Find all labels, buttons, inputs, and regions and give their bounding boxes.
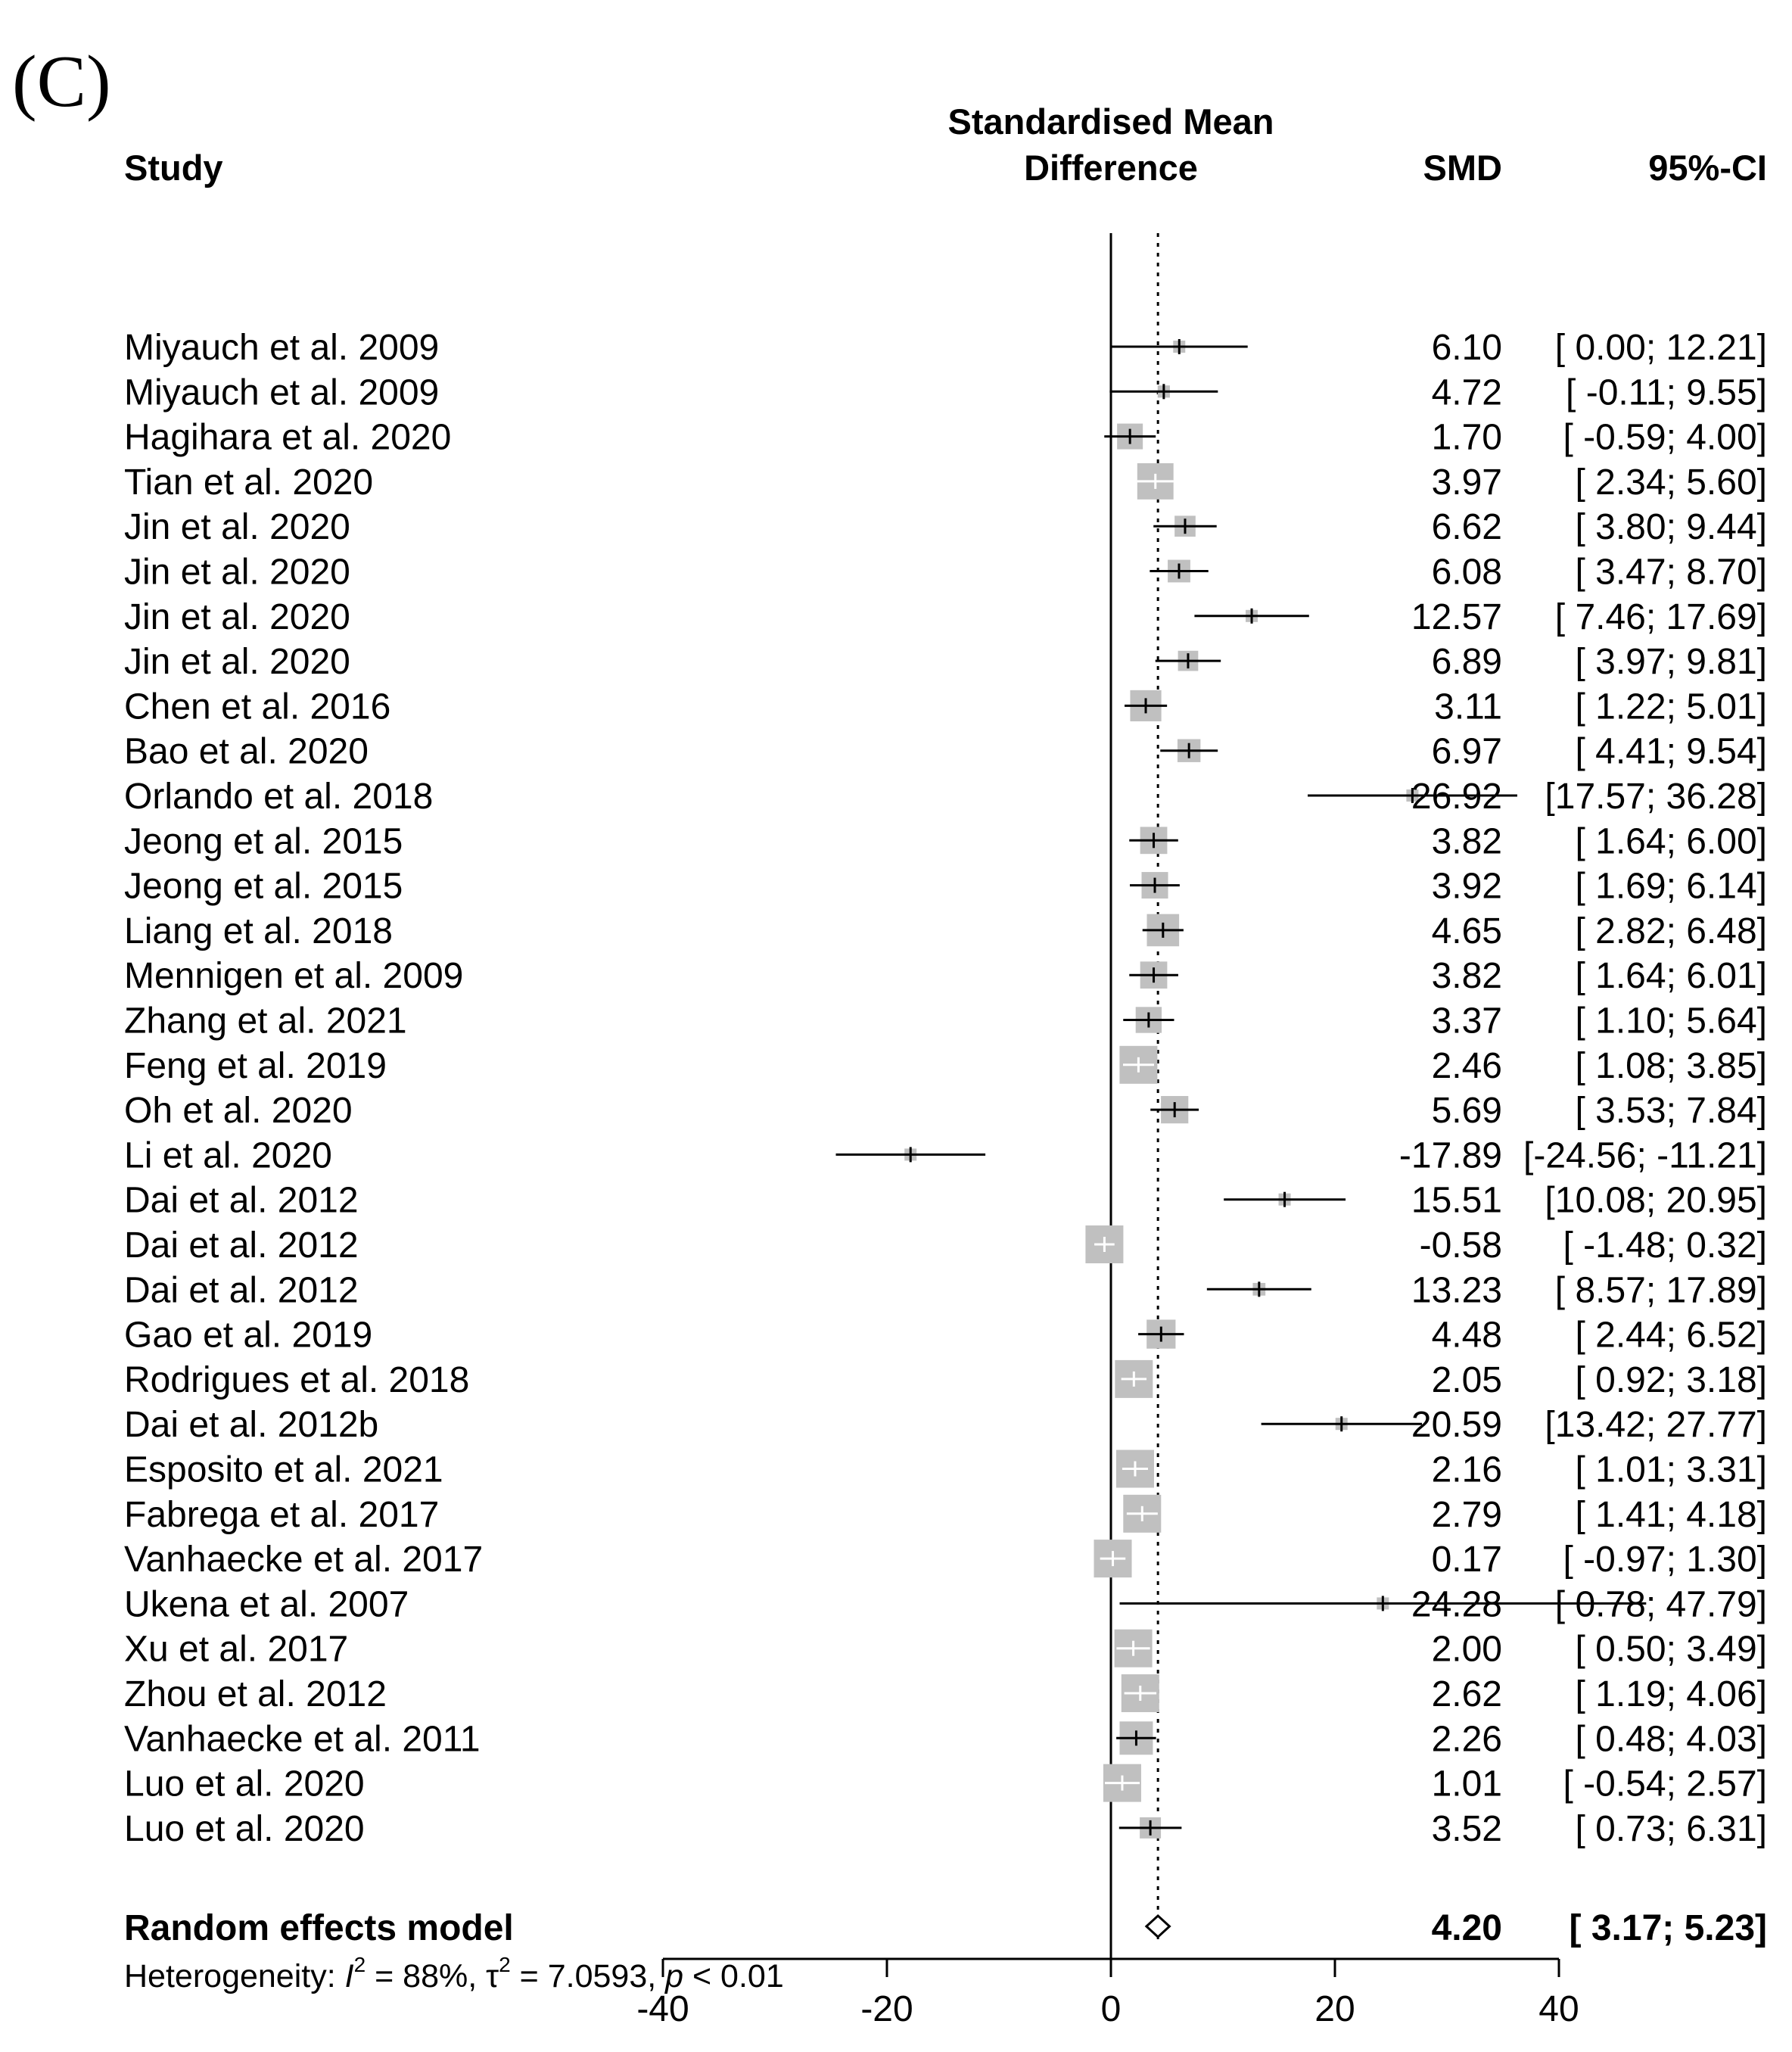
study-label: Feng et al. 2019 (124, 1045, 387, 1086)
study-label: Tian et al. 2020 (124, 462, 374, 503)
study-ci-value: [ 0.78; 47.79] (1554, 1584, 1767, 1625)
x-axis-tick-label: 40 (1538, 1989, 1579, 2029)
study-ci-value: [ -0.97; 1.30] (1563, 1540, 1767, 1580)
study-label: Miyauch et al. 2009 (124, 372, 440, 413)
study-smd-value: 13.23 (1411, 1270, 1502, 1311)
study-smd-value: 2.46 (1431, 1045, 1502, 1086)
study-ci-value: [ 4.41; 9.54] (1575, 731, 1767, 772)
study-ci-value: [ -0.59; 4.00] (1563, 417, 1767, 458)
study-ci-value: [ 3.80; 9.44] (1575, 507, 1767, 548)
summary-diamond (1146, 1916, 1169, 1937)
study-smd-value: 20.59 (1411, 1405, 1502, 1446)
study-label: Dai et al. 2012b (124, 1405, 379, 1446)
study-ci-value: [10.08; 20.95] (1545, 1180, 1767, 1221)
x-axis-tick-label: 0 (1100, 1989, 1122, 2029)
header-effect-line1: Standardised Mean (947, 101, 1274, 142)
x-axis-tick-label: -40 (636, 1989, 689, 2029)
study-smd-value: 6.97 (1431, 731, 1502, 772)
study-ci-value: [ 1.64; 6.00] (1575, 821, 1767, 862)
study-ci-value: [-24.56; -11.21] (1523, 1135, 1767, 1176)
study-label: Gao et al. 2019 (124, 1315, 373, 1356)
study-smd-value: 12.57 (1411, 596, 1502, 637)
study-label: Li et al. 2020 (124, 1135, 332, 1176)
study-smd-value: 2.26 (1431, 1719, 1502, 1760)
study-label: Zhou et al. 2012 (124, 1674, 387, 1714)
study-ci-value: [13.42; 27.77] (1545, 1405, 1767, 1446)
study-ci-value: [ 1.69; 6.14] (1575, 866, 1767, 907)
study-ci-value: [ 1.01; 3.31] (1575, 1449, 1767, 1490)
study-ci-value: [ 1.22; 5.01] (1575, 687, 1767, 727)
study-label: Fabrega et al. 2017 (124, 1494, 440, 1535)
study-label: Vanhaecke et al. 2011 (124, 1719, 481, 1760)
study-ci-value: [ 1.41; 4.18] (1575, 1494, 1767, 1535)
study-label: Bao et al. 2020 (124, 731, 369, 772)
summary-label: Random effects model (124, 1908, 514, 1948)
study-smd-value: 3.97 (1431, 462, 1502, 503)
header-ci: 95%-CI (1648, 148, 1767, 188)
study-ci-value: [ 0.92; 3.18] (1575, 1359, 1767, 1400)
study-smd-value: 3.37 (1431, 1001, 1502, 1042)
study-smd-value: 6.62 (1431, 507, 1502, 548)
study-smd-value: 3.11 (1434, 687, 1502, 727)
study-label: Oh et al. 2020 (124, 1091, 353, 1132)
study-smd-value: -0.58 (1419, 1225, 1502, 1266)
study-smd-value: 26.92 (1411, 777, 1502, 817)
heterogeneity-text: Heterogeneity: $I^2 = 88\%$, $\tau^2 = 7.0593$, p < 0.01 (124, 1953, 784, 1994)
study-ci-value: [17.57; 36.28] (1545, 777, 1767, 817)
study-smd-value: 15.51 (1411, 1180, 1502, 1221)
study-label: Dai et al. 2012 (124, 1270, 359, 1311)
study-smd-value: 4.72 (1431, 372, 1502, 413)
study-smd-value: 3.52 (1431, 1808, 1502, 1849)
study-ci-value: [ 1.10; 5.64] (1575, 1001, 1767, 1042)
x-axis-tick-label: -20 (860, 1989, 913, 2029)
study-smd-value: 1.01 (1431, 1764, 1502, 1804)
study-label: Jin et al. 2020 (124, 596, 350, 637)
study-smd-value: 6.10 (1431, 328, 1502, 368)
study-ci-value: [ 8.57; 17.89] (1554, 1270, 1767, 1311)
study-smd-value: 4.48 (1431, 1315, 1502, 1356)
study-smd-value: 2.16 (1431, 1449, 1502, 1490)
study-ci-value: [ 7.46; 17.69] (1554, 596, 1767, 637)
study-label: Esposito et al. 2021 (124, 1449, 443, 1490)
summary-ci: [ 3.17; 5.23] (1569, 1908, 1767, 1948)
study-smd-value: 3.92 (1431, 866, 1502, 907)
panel-label: (C) (12, 41, 111, 123)
study-smd-value: 0.17 (1431, 1540, 1502, 1580)
study-ci-value: [ -0.54; 2.57] (1563, 1764, 1767, 1804)
x-axis-tick-label: 20 (1314, 1989, 1355, 2029)
study-label: Liang et al. 2018 (124, 911, 393, 951)
study-ci-value: [ 0.73; 6.31] (1575, 1808, 1767, 1849)
study-label: Luo et al. 2020 (124, 1764, 365, 1804)
study-smd-value: 2.05 (1431, 1359, 1502, 1400)
study-label: Chen et al. 2016 (124, 687, 391, 727)
header-smd: SMD (1423, 148, 1502, 188)
study-label: Orlando et al. 2018 (124, 777, 434, 817)
study-smd-value: 24.28 (1411, 1584, 1502, 1625)
study-smd-value: 4.65 (1431, 911, 1502, 951)
study-label: Mennigen et al. 2009 (124, 956, 464, 997)
study-label: Hagihara et al. 2020 (124, 417, 452, 458)
study-label: Dai et al. 2012 (124, 1180, 359, 1221)
study-smd-value: -17.89 (1398, 1135, 1502, 1176)
study-ci-value: [ 3.47; 8.70] (1575, 552, 1767, 593)
study-ci-value: [ -0.11; 9.55] (1566, 372, 1767, 413)
study-ci-value: [ 1.08; 3.85] (1575, 1045, 1767, 1086)
study-label: Dai et al. 2012 (124, 1225, 359, 1266)
study-ci-value: [ 2.34; 5.60] (1575, 462, 1767, 503)
study-ci-value: [ 2.82; 6.48] (1575, 911, 1767, 951)
study-ci-value: [ 1.19; 4.06] (1575, 1674, 1767, 1714)
study-smd-value: 3.82 (1431, 956, 1502, 997)
study-label: Vanhaecke et al. 2017 (124, 1540, 484, 1580)
study-ci-value: [ 0.48; 4.03] (1575, 1719, 1767, 1760)
study-ci-value: [ 0.00; 12.21] (1554, 328, 1767, 368)
study-ci-value: [ 3.97; 9.81] (1575, 642, 1767, 683)
study-label: Jeong et al. 2015 (124, 821, 403, 862)
study-smd-value: 2.79 (1431, 1494, 1502, 1535)
study-smd-value: 2.62 (1431, 1674, 1502, 1714)
study-smd-value: 2.00 (1431, 1629, 1502, 1670)
header-study: Study (124, 148, 223, 188)
study-label: Jin et al. 2020 (124, 642, 350, 683)
summary-smd: 4.20 (1431, 1908, 1502, 1948)
header-effect-line2: Difference (1024, 148, 1198, 188)
study-ci-value: [ -1.48; 0.32] (1563, 1225, 1767, 1266)
study-smd-value: 3.82 (1431, 821, 1502, 862)
study-label: Zhang et al. 2021 (124, 1001, 407, 1042)
study-label: Miyauch et al. 2009 (124, 328, 440, 368)
study-smd-value: 1.70 (1431, 417, 1502, 458)
study-label: Luo et al. 2020 (124, 1808, 365, 1849)
study-label: Jin et al. 2020 (124, 507, 350, 548)
study-label: Jin et al. 2020 (124, 552, 350, 593)
study-label: Rodrigues et al. 2018 (124, 1359, 470, 1400)
study-smd-value: 6.89 (1431, 642, 1502, 683)
study-ci-value: [ 2.44; 6.52] (1575, 1315, 1767, 1356)
study-ci-value: [ 1.64; 6.01] (1575, 956, 1767, 997)
study-smd-value: 6.08 (1431, 552, 1502, 593)
study-label: Xu et al. 2017 (124, 1629, 349, 1670)
study-label: Jeong et al. 2015 (124, 866, 403, 907)
study-ci-value: [ 3.53; 7.84] (1575, 1091, 1767, 1132)
study-label: Ukena et al. 2007 (124, 1584, 409, 1625)
study-ci-value: [ 0.50; 3.49] (1575, 1629, 1767, 1670)
study-smd-value: 5.69 (1431, 1091, 1502, 1132)
